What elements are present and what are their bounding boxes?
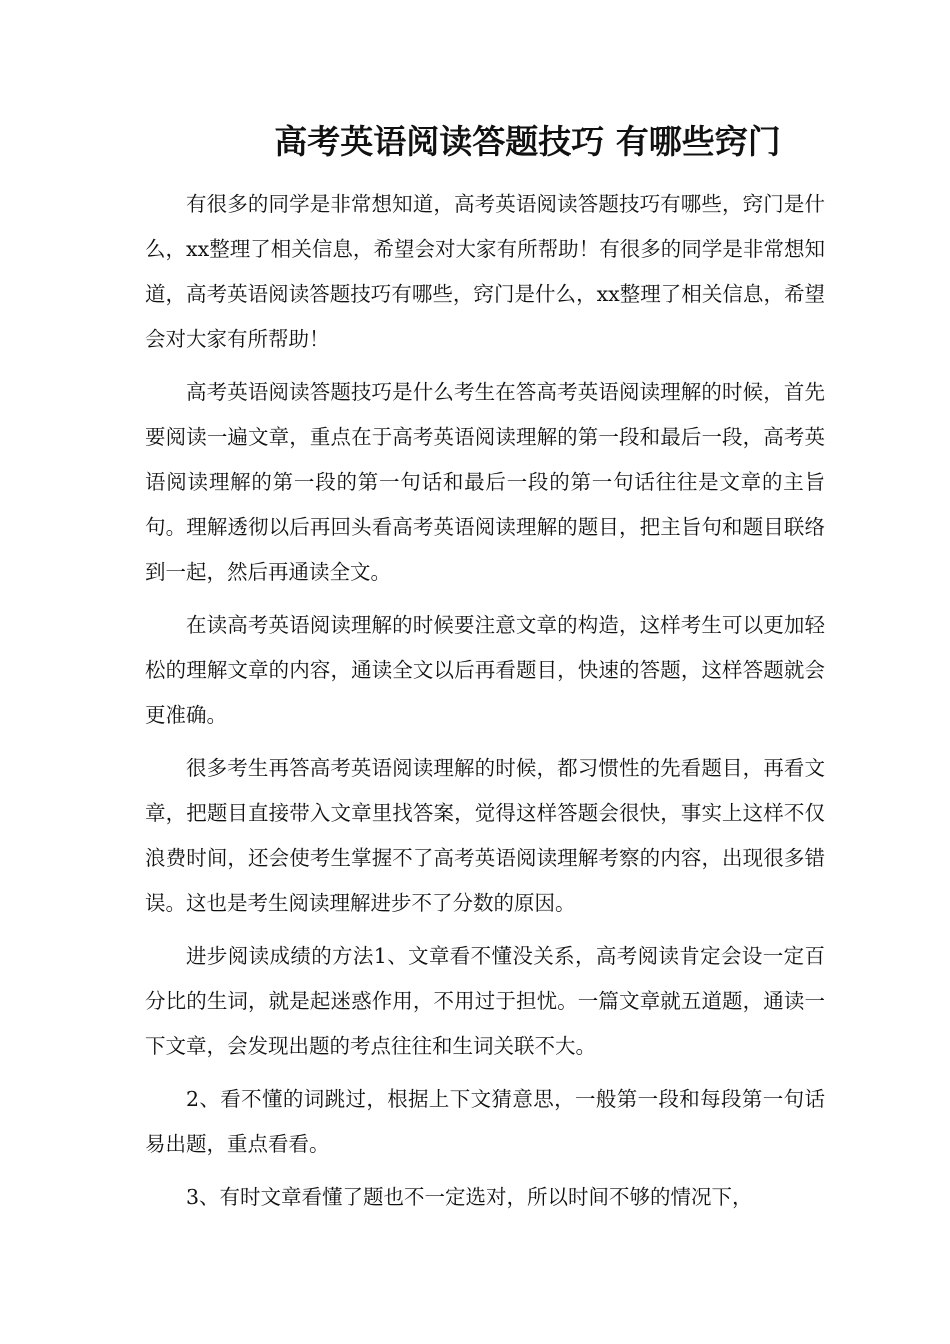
paragraph: 在读高考英语阅读理解的时候要注意文章的构造，这样考生可以更加轻松的理解文章的内容，通读全文以后再看题目，快速的答题，这样答题就会更准确。 [145, 613, 825, 727]
paragraph: 高考英语阅读答题技巧是什么考生在答高考英语阅读理解的时候，首先要阅读一遍文章，重点在于高考英语阅读理解的第一段和最后一段，高考英语阅读理解的第一段的第一句话和最后一段的第一句话往往是文章的主旨句。理解透彻以后再回头看高考英语阅读理解的题目，把主旨句和题目联络到一起，然后再通读全文。 [145, 380, 825, 584]
paragraph: 进步阅读成绩的方法1、文章看不懂没关系，高考阅读肯定会设一定百分比的生词，就是起迷惑作用，不用过于担忧。一篇文章就五道题，通读一下文章，会发现出题的考点往往和生词关联不大。 [145, 944, 825, 1058]
paragraph: 很多考生再答高考英语阅读理解的时候，都习惯性的先看题目，再看文章，把题目直接带入文章里找答案，觉得这样答题会很快，事实上这样不仅浪费时间，还会使考生掌握不了高考英语阅读理解考察的内容，出现很多错误。这也是考生阅读理解进步不了分数的原因。 [145, 756, 825, 915]
document-title: 高考英语阅读答题技巧 有哪些窍门 [274, 122, 781, 161]
paragraph: 有很多的同学是非常想知道，高考英语阅读答题技巧有哪些，窍门是什么，xx整理了相关信息，希望会对大家有所帮助！有很多的同学是非常想知道，高考英语阅读答题技巧有哪些，窍门是什么，xx整理了相关信息，希望会对大家有所帮助！ [145, 192, 825, 351]
paragraph: 2、看不懂的词跳过，根据上下文猜意思，一般第一段和每段第一句话易出题，重点看看。 [145, 1087, 825, 1156]
paragraph: 3、有时文章看懂了题也不一定选对，所以时间不够的情况下， [186, 1185, 753, 1209]
document-body [145, 182, 825, 1228]
